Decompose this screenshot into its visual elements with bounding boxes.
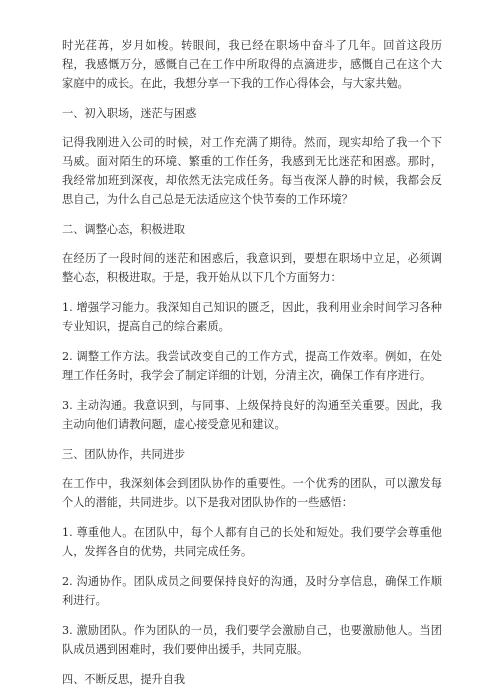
- section-2-item-1: 1. 增强学习能力。我深知自己知识的匮乏，因此，我利用业余时间学习各种专业知识，提高自己的综合素质。: [62, 301, 442, 333]
- section-3-paragraph: 在工作中，我深刻体会到团队协作的重要性。一个优秀的团队，可以激发每个人的潜能，共同进步。以下是我对团队协作的一些感悟：: [62, 477, 442, 509]
- intro-paragraph: 时光荏苒，岁月如梭。转眼间，我已经在职场中奋斗了几年。回首这段历程，我感慨万分，感慨自己在工作中所取得的点滴进步，感慨自己在这个大家庭中的成长。在此，我想分享一下我的工作心得体会，与大家共勉。: [62, 39, 442, 90]
- section-2-item-2: 2. 调整工作方法。我尝试改变自己的工作方式，提高工作效率。例如，在处理工作任务时，我学会了制定详细的计划，分清主次，确保工作有序进行。: [62, 350, 442, 382]
- section-2-heading: 二、调整心态，积极进取: [62, 223, 186, 236]
- section-3-item-1: 1. 尊重他人。在团队中，每个人都有自己的长处和短处。我们要学会尊重他人，发挥各自的优势，共同完成任务。: [62, 526, 442, 558]
- section-1-paragraph: 记得我刚进入公司的时候，对工作充满了期待。然而，现实却给了我一个下马威。面对陌生的环境、繁重的工作任务，我感到无比迷茫和困惑。那时，我经常加班到深夜，却依然无法完成任务。每当夜深人静的时候，我都会反思自己，为什么自己总是无法适应这个快节奏的工作环境？: [62, 136, 442, 206]
- section-4-heading: 四、不断反思，提升自我: [62, 673, 186, 686]
- section-2-paragraph: 在经历了一段时间的迷茫和困惑后，我意识到，要想在职场中立足，必须调整心态，积极进取。于是，我开始从以下几个方面努力：: [62, 252, 442, 284]
- document-page: [62, 36, 442, 689]
- section-2-item-3: 3. 主动沟通。我意识到，与同事、上级保持良好的沟通至关重要。因此，我主动向他们请教问题，虚心接受意见和建议。: [62, 399, 442, 431]
- section-1-heading: 一、初入职场，迷茫与困惑: [62, 107, 197, 120]
- section-3-heading: 三、团队协作，共同进步: [62, 448, 186, 461]
- section-3-item-2: 2. 沟通协作。团队成员之间要保持良好的沟通，及时分享信息，确保工作顺利进行。: [62, 575, 442, 607]
- section-3-item-3: 3. 激励团队。作为团队的一员，我们要学会激励自己，也要激励他人。当团队成员遇到困难时，我们要伸出援手，共同克服。: [62, 624, 442, 656]
